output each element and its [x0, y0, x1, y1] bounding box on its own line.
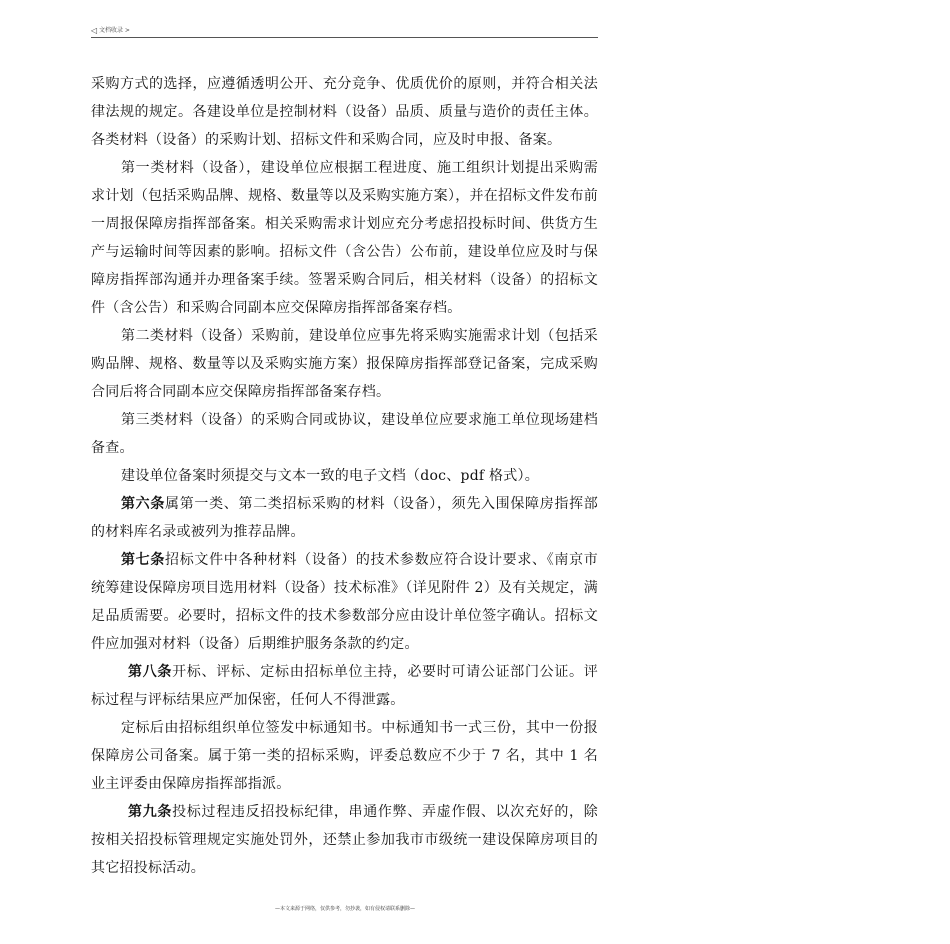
paragraph-electronic-docs — [91, 462, 598, 490]
document-body — [91, 70, 598, 882]
paragraph-text: 第二类材料（设备）采购前，建设单位应事先将采购实施需求计划（包括采购品牌、规格、数量等以及采购实施方案）报保障房指挥部登记备案，完成采购合同后将合同副本应交保障房指挥部备案存档。 — [91, 328, 598, 400]
article-9 — [91, 798, 598, 882]
article-6 — [91, 490, 598, 546]
paragraph-category-three — [91, 406, 598, 462]
paragraph-text: 建设单位备案时须提交与文本一致的电子文档（doc、pdf 格式）。 — [121, 468, 540, 484]
article-7 — [91, 546, 598, 658]
paragraph-procurement-principles — [91, 70, 598, 154]
article-text: 开标、评标、定标由招标单位主持，必要时可请公证部门公证。评标过程与评标结果应严加保密，任何人不得泄露。 — [91, 664, 599, 708]
paragraph-text: 采购方式的选择，应遵循透明公开、充分竞争、优质优价的原则，并符合相关法律法规的规定。各建设单位是控制材料（设备）品质、质量与造价的责任主体。各类材料（设备）的采购计划、招标文件和采购合同，应及时申报、备案。 — [91, 76, 598, 148]
paragraph-category-two — [91, 322, 598, 406]
paragraph-text: 第三类材料（设备）的采购合同或协议，建设单位应要求施工单位现场建档备查。 — [91, 412, 598, 456]
page-footer-note: —本文来源于网络，仅供参考，勿抄袭，如有侵权请联系删除— — [274, 906, 415, 912]
article-8 — [91, 658, 598, 714]
article-text: 招标文件中各种材料（设备）的技术参数应符合设计要求、《南京市统筹建设保障房项目选用材料（设备）技术标准》（详见附件 2）及有关规定，满足品质需要。必要时，招标文件的技术参数部分应由设计单位签字确认。招标文件应加强对材料（设备）后期维护服务条款的约定。 — [91, 552, 599, 652]
paragraph-text: 定标后由招标组织单位签发中标通知书。中标通知书一式三份，其中一份报保障房公司备案。属于第一类的招标采购，评委总数应不少于 7 名，其中 1 名业主评委由保障房指挥部指派。 — [91, 720, 598, 792]
article-heading: 第七条 — [121, 552, 166, 568]
paragraph-category-one — [91, 154, 598, 322]
paragraph-award-notice — [91, 714, 598, 798]
page-header — [91, 26, 598, 38]
header-title: 文档收录 > — [99, 27, 130, 34]
article-heading: 第六条 — [121, 496, 166, 512]
article-heading: 第八条 — [128, 664, 173, 680]
article-heading: 第九条 — [128, 804, 173, 820]
back-arrow-icon[interactable]: ◁ — [91, 26, 98, 35]
article-text: 投标过程违反招投标纪律，串通作弊、弄虚作假、以次充好的，除按相关招投标管理规定实施处罚外，还禁止参加我市市级统一建设保障房项目的其它招投标活动。 — [91, 804, 599, 876]
paragraph-text: 第一类材料（设备），建设单位应根据工程进度、施工组织计划提出采购需求计划（包括采购品牌、规格、数量等以及采购实施方案），并在招标文件发布前一周报保障房指挥部备案。相关采购需求计划应充分考虑招投标时间、供货方生产与运输时间等因素的影响。招标文件（含公告）公布前，建设单位应及时与保障房指挥部沟通并办理备案手续。签署采购合同后，相关材料（设备）的招标文件（含公告）和采购合同副本应交保障房指挥部备案存档。 — [91, 160, 598, 316]
article-text: 属第一类、第二类招标采购的材料（设备），须先入围保障房指挥部的材料库名录或被列为推荐品牌。 — [91, 496, 599, 540]
